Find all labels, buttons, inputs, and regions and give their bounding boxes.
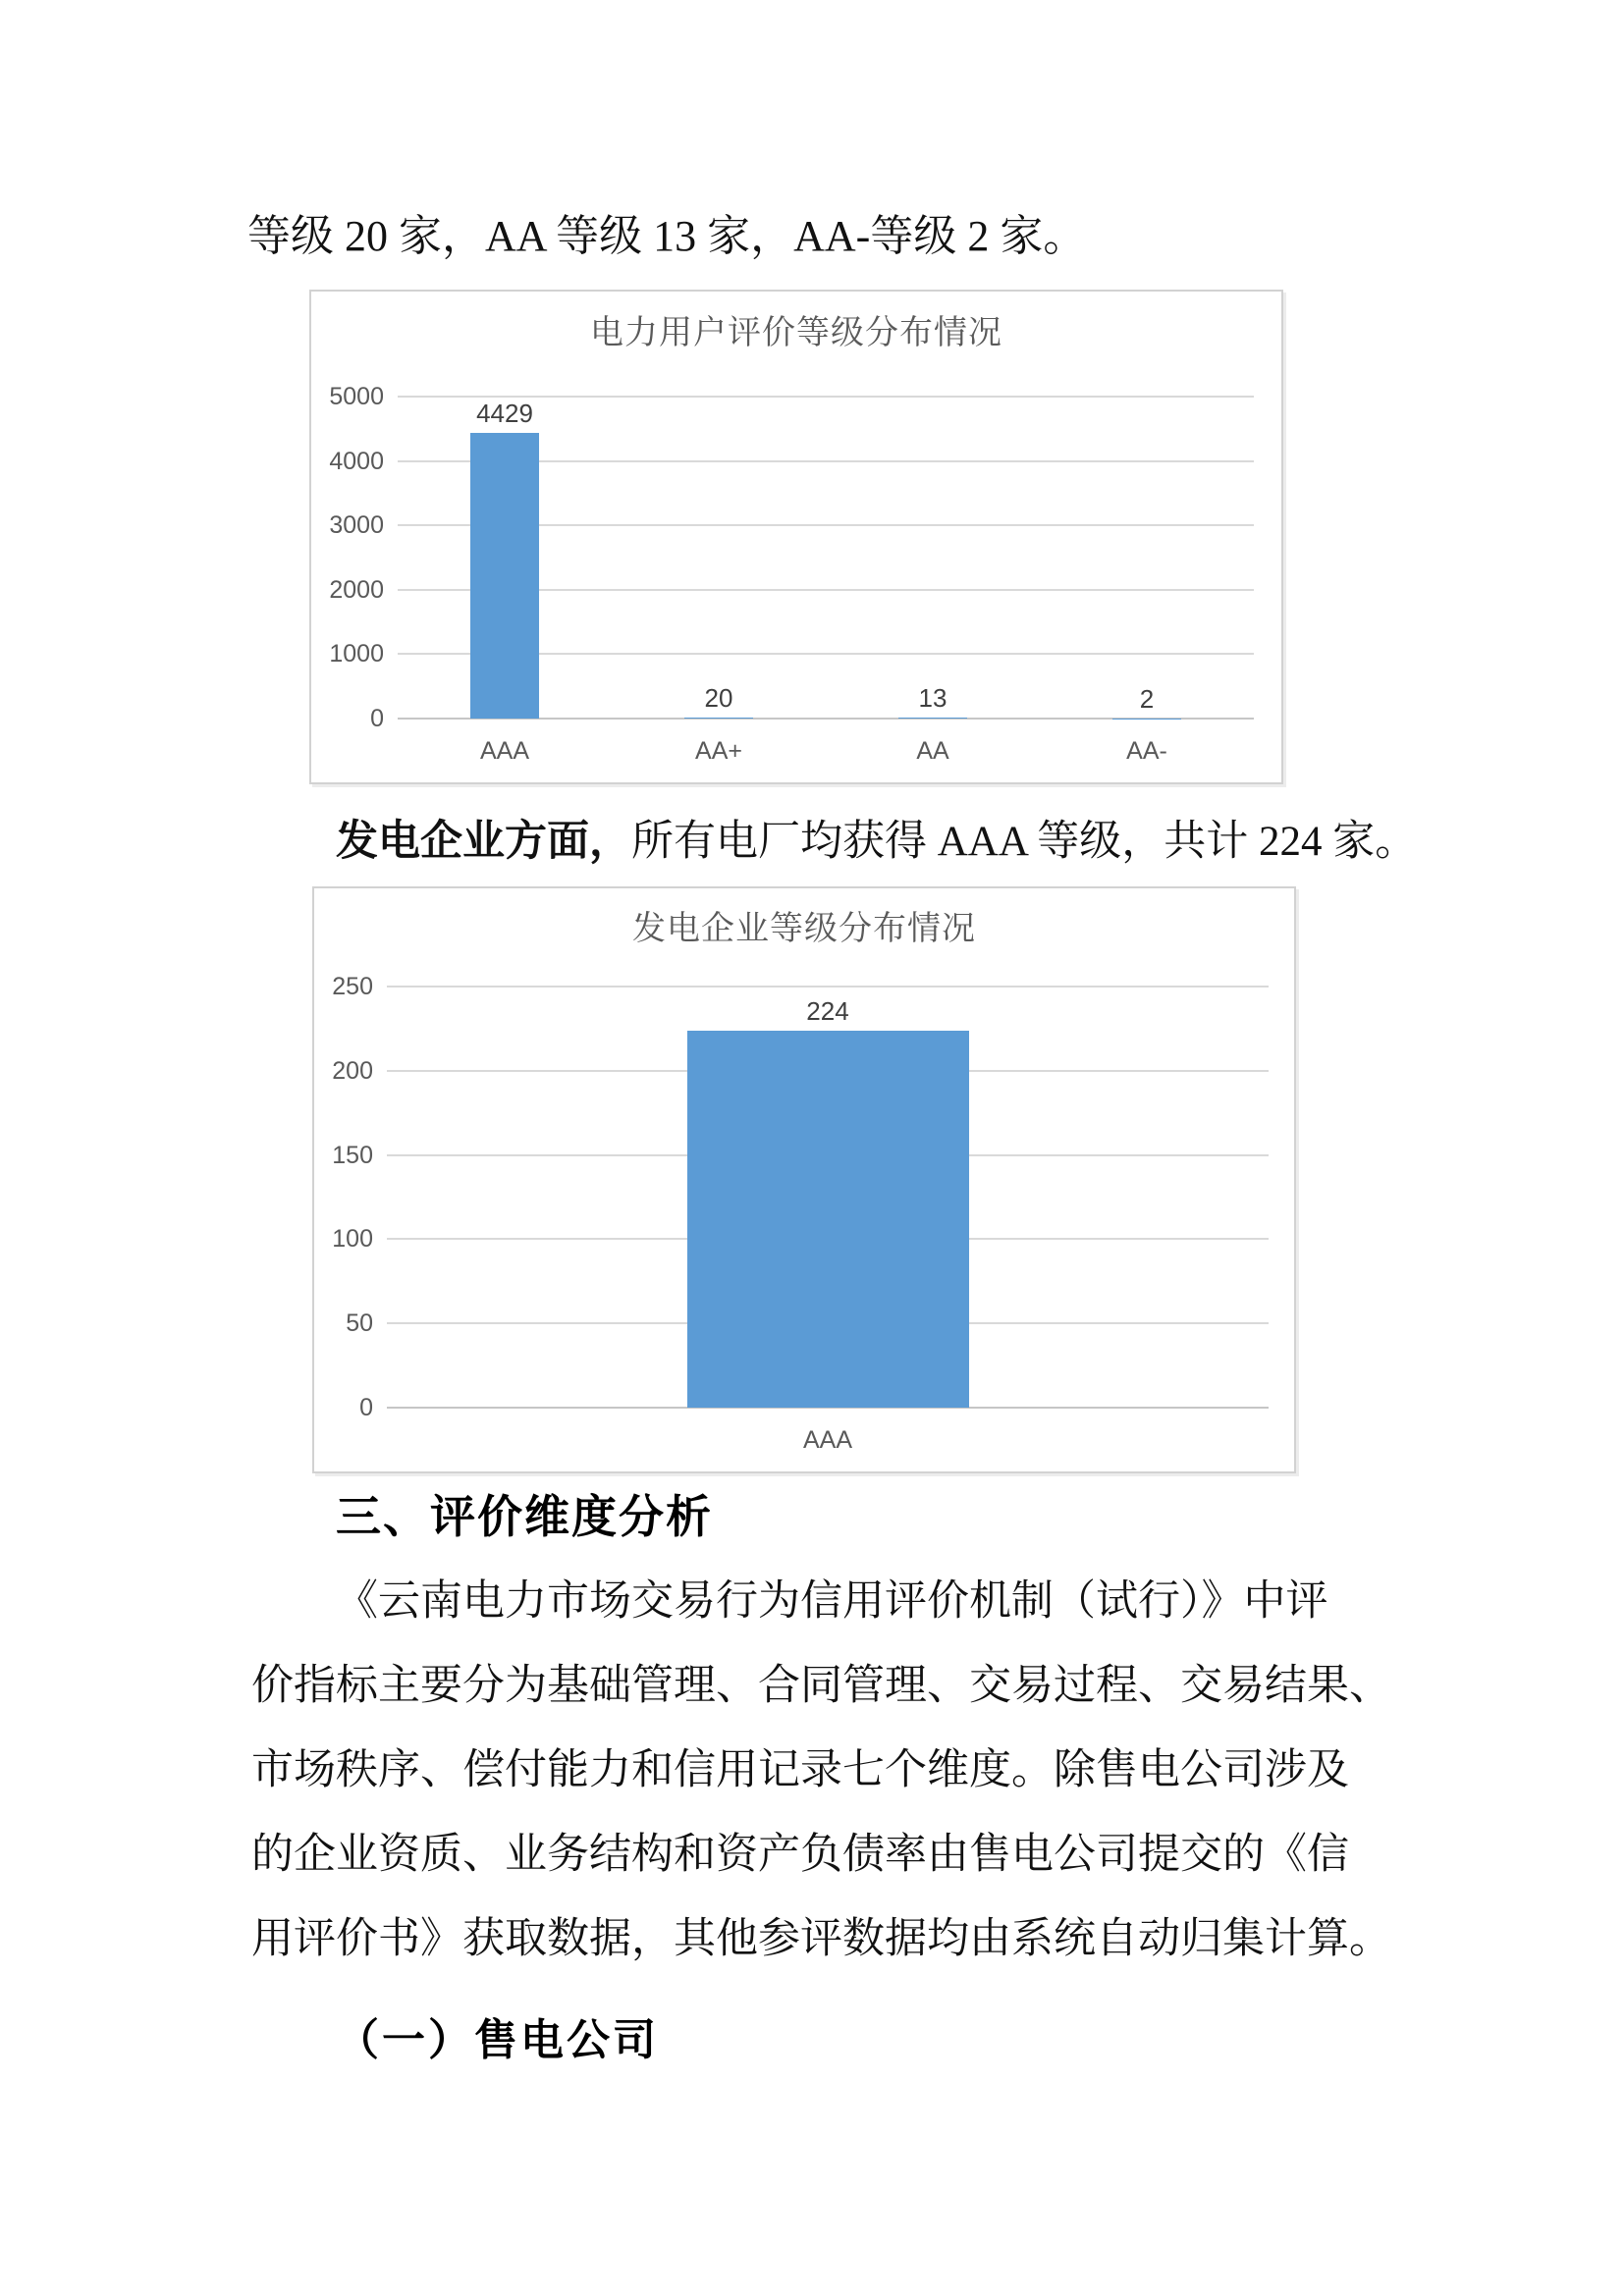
paragraph-line: 《云南电力市场交易行为信用评价机制（试行）》中评 <box>336 1578 1328 1625</box>
category-label-AA+: AA+ <box>695 737 742 765</box>
y-axis-tick-label: 4000 <box>329 447 384 475</box>
analysis-paragraph <box>251 1560 1410 1982</box>
subsection-heading: （一）售电公司 <box>336 2016 659 2064</box>
y-axis-tick-label: 100 <box>332 1225 373 1254</box>
y-axis-tick-label: 250 <box>332 973 373 1000</box>
section-heading: 三、评价维度分析 <box>336 1491 713 1542</box>
generation-caption <box>251 817 1417 868</box>
data-label-AAA: 4429 <box>476 399 533 429</box>
data-label-AA: 13 <box>918 683 947 714</box>
generation-company-rating-chart <box>312 886 1296 1473</box>
caption-rest: 所有电厂均获得 AAA 等级，共计 224 家。 <box>631 819 1418 865</box>
chart-title: 发电企业等级分布情况 <box>632 910 976 947</box>
y-axis-tick-label: 0 <box>370 705 384 732</box>
y-axis-tick-label: 5000 <box>329 383 384 410</box>
y-axis-tick-label: 3000 <box>329 511 384 540</box>
paragraph-line: 市场秩序、偿付能力和信用记录七个维度。除售电公司涉及 <box>251 1747 1349 1793</box>
bar-AA <box>898 718 967 719</box>
data-label-AAA: 224 <box>806 995 849 1026</box>
bar-AA+ <box>684 718 753 719</box>
paragraph-line: 的企业资质、业务结构和资产负债率由售电公司提交的《信 <box>251 1832 1349 1878</box>
category-label-AA-: AA- <box>1126 737 1167 765</box>
chart-title: 电力用户评价等级分布情况 <box>590 314 1002 351</box>
bar-AAA <box>470 433 539 719</box>
bar-AAA <box>687 1031 969 1408</box>
intro-text: 等级 20 家，AA 等级 13 家，AA-等级 2 家。 <box>247 212 1087 260</box>
gridline <box>387 986 1269 988</box>
y-axis-tick-label: 1000 <box>329 640 384 668</box>
data-label-AA-: 2 <box>1139 683 1155 714</box>
category-label-AAA: AAA <box>479 737 530 765</box>
y-axis-tick-label: 200 <box>332 1056 373 1085</box>
power-user-rating-chart <box>309 290 1283 784</box>
data-label-AA+: 20 <box>704 682 733 713</box>
y-axis-tick-label: 150 <box>332 1141 373 1169</box>
category-label-AAA: AAA <box>802 1426 853 1454</box>
caption-lead-bold: 发电企业方面， <box>336 819 631 865</box>
y-axis-tick-label: 50 <box>346 1309 373 1338</box>
paragraph-line: 价指标主要分为基础管理、合同管理、交易过程、交易结果、 <box>251 1663 1391 1709</box>
y-axis-tick-label: 2000 <box>329 575 384 604</box>
category-label-AA: AA <box>916 737 949 765</box>
paragraph-line: 用评价书》获取数据，其他参评数据均由系统自动归集计算。 <box>251 1916 1391 1962</box>
y-axis-tick-label: 0 <box>359 1394 373 1421</box>
